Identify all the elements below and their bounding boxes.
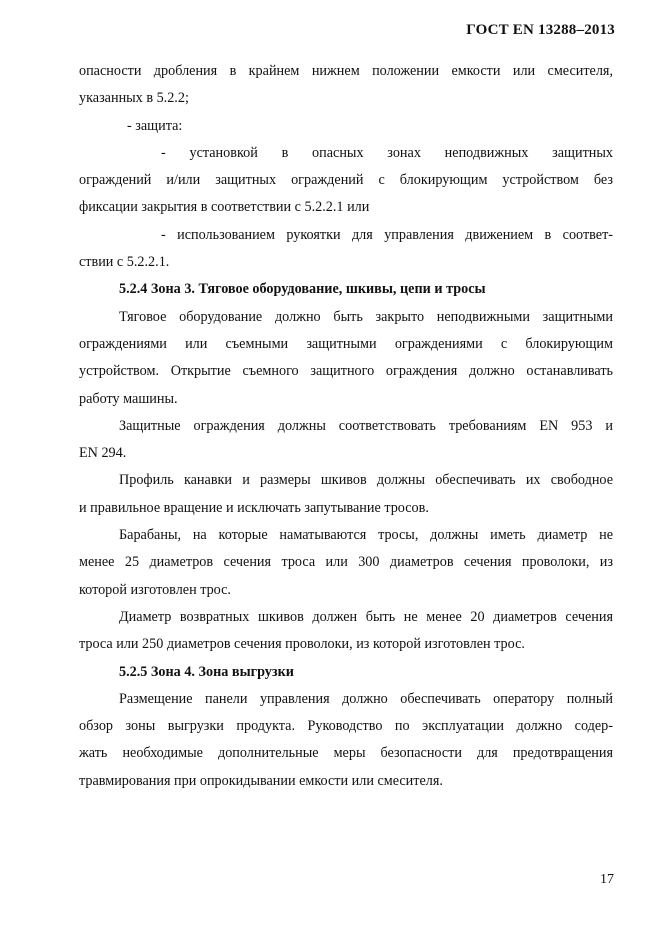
text-line: жать необходимые дополнительные меры безопасности для предотвращения: [79, 745, 613, 762]
paragraph-start: Барабаны, на которые наматываются тросы, должны иметь диаметр не: [119, 527, 613, 544]
paragraph-start: Тяговое оборудование должно быть закрыто неподвижными защитными: [119, 308, 613, 325]
paragraph-start: Размещение панели управления должно обеспечивать оператору полный: [119, 690, 613, 707]
paragraph-start: Профиль канавки и размеры шкивов должны обеспечивать их свободное: [119, 472, 613, 489]
text-line: менее 25 диаметров сечения троса или 300 диаметров сечения проволоки, из: [79, 554, 613, 571]
section-heading-5-2-5: 5.2.5 Зона 4. Зона выгрузки: [119, 663, 294, 680]
text-line: фиксации закрытия в соответствии с 5.2.2.1 или: [79, 199, 370, 216]
text-line: троса или 250 диаметров сечения проволоки, из которой изготовлен трос.: [79, 636, 525, 653]
text-line: указанных в 5.2.2;: [79, 90, 189, 107]
text-line: устройством. Открытие съемного защитного ограждения должно останавливать: [79, 363, 613, 380]
paragraph-start: Диаметр возвратных шкивов должен быть не менее 20 диаметров сечения: [119, 608, 613, 625]
text-line: ствии с 5.2.2.1.: [79, 254, 170, 271]
text-line: ограждениями или съемными защитными ограждениями с блокирующим: [79, 335, 613, 352]
text-line: обзор зоны выгрузки продукта. Руководство по эксплуатации должно содер-: [79, 718, 613, 735]
text-line: травмирования при опрокидывании емкости или смесителя.: [79, 772, 443, 789]
list-item-protection: - защита:: [127, 117, 183, 134]
section-heading-5-2-4: 5.2.4 Зона 3. Тяговое оборудование, шкивы, цепи и тросы: [119, 281, 486, 298]
document-body: [79, 58, 613, 795]
list-item-handle: - использованием рукоятки для управления движением в соответ-: [161, 226, 613, 243]
paragraph-start: Защитные ограждения должны соответствовать требованиям EN 953 и: [119, 417, 613, 434]
text-line: и правильное вращение и исключать запутывание тросов.: [79, 499, 429, 516]
list-item-guards: - установкой в опасных зонах неподвижных защитных: [161, 144, 613, 161]
text-line: ограждений и/или защитных ограждений с блокирующим устройством без: [79, 172, 613, 189]
text-line: работу машины.: [79, 390, 178, 407]
page-number: 17: [600, 872, 614, 887]
text-line: которой изготовлен трос.: [79, 581, 231, 598]
document-header: ГОСТ EN 13288–2013: [466, 22, 615, 38]
text-line: EN 294.: [79, 445, 127, 462]
text-line: опасности дробления в крайнем нижнем положении емкости или смесителя,: [79, 63, 613, 79]
